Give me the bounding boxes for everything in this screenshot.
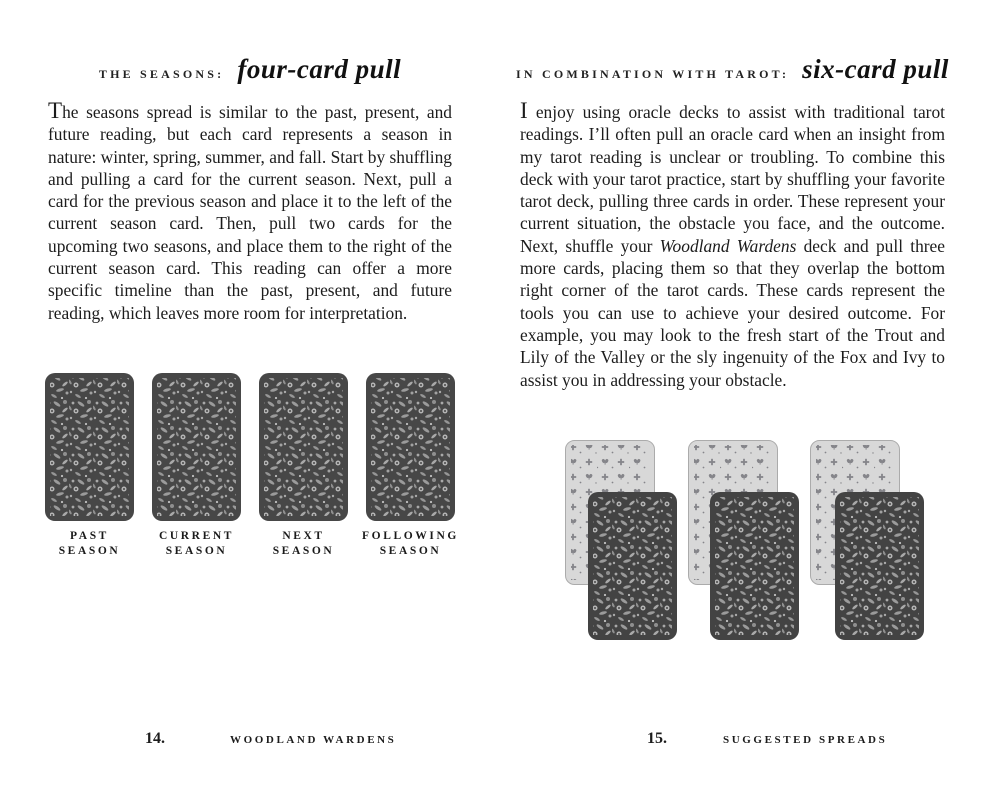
- card-following-season: [362, 373, 459, 559]
- card-label-line2: SEASON: [165, 544, 228, 557]
- oracle-card-back-icon: [835, 492, 924, 640]
- right-page-header: [490, 54, 975, 85]
- four-card-spread: [45, 373, 457, 559]
- right-page-footer: [520, 730, 945, 756]
- card-current-season: [152, 373, 241, 559]
- left-header-title: four-card pull: [237, 54, 402, 84]
- right-header-title: six-card pull: [802, 54, 949, 84]
- card-label-line1: CURRENT: [158, 530, 235, 542]
- card-label-line2: SEASON: [58, 544, 121, 557]
- card-next-season: [259, 373, 348, 559]
- card-label-line1: FOLLOWING: [362, 530, 459, 542]
- card-label-line1: PAST: [70, 530, 109, 542]
- running-title: SUGGESTED SPREADS: [723, 734, 888, 746]
- left-header-kicker: THE SEASONS:: [98, 67, 225, 81]
- card-past-season: [45, 373, 134, 559]
- left-page-footer: [48, 730, 452, 756]
- oracle-card-back-icon: [152, 373, 241, 521]
- card-label: [252, 529, 356, 559]
- page-right: [516, 0, 949, 800]
- card-label-line2: SEASON: [379, 544, 442, 557]
- oracle-card-back-icon: [710, 492, 799, 640]
- oracle-card-back-icon: [259, 373, 348, 521]
- oracle-card-back-icon: [45, 373, 134, 521]
- page-number: 15.: [647, 730, 667, 747]
- card-label: [145, 529, 249, 559]
- left-page-header: [18, 54, 482, 85]
- oracle-card-back-icon: [366, 373, 455, 521]
- six-card-spread: [520, 440, 945, 652]
- oracle-card-back-icon: [588, 492, 677, 640]
- page-left: [48, 0, 459, 800]
- card-label: [359, 529, 463, 559]
- deck-name-italic: Woodland Wardens: [659, 235, 797, 256]
- card-label-line2: SEASON: [272, 544, 335, 557]
- right-body-paragraph: [520, 100, 945, 391]
- right-header-kicker: IN COMBINATION WITH TAROT:: [516, 67, 790, 81]
- left-body-paragraph: The seasons spread is similar to the past, present, and future reading, but each card represents a season in nature: winter, spring, summer, and fall. Start by shuffling and pulling a card for the current season. Next, pull a card for the previous season and place it to the left of the current season card. Then, pull two cards for the upcoming two seasons, and place them to the right of the current season card. This reading can offer a more specific timeline than the past, present, and future reading, which leaves more room for interpretation.: [48, 98, 452, 323]
- card-label: [38, 529, 142, 559]
- card-label-line1: NEXT: [282, 530, 325, 542]
- page-number: 14.: [145, 730, 165, 747]
- running-title: WOODLAND WARDENS: [230, 734, 397, 746]
- body-text-after: deck and pull three more cards, placing them so that they overlap the bottom right corner of the tarot cards. These cards represent the tools you can use to achieve your desired outcome. For example, you may look to the fresh start of the Trout and Lily of the Valley or the sly ingenuity of the Fox and Ivy to assist you in addressing your obstacle.: [520, 235, 945, 390]
- body-text-before: I enjoy using oracle decks to assist with traditional tarot readings. I’ll often pull an oracle card when an insight from my tarot reading is unclear or troubling. To combine this deck with your tarot practice, start by shuffling your favorite tarot deck, pulling three cards in order. These represent your current situation, the obstacle you face, and the outcome. Next, shuffle your: [520, 98, 945, 256]
